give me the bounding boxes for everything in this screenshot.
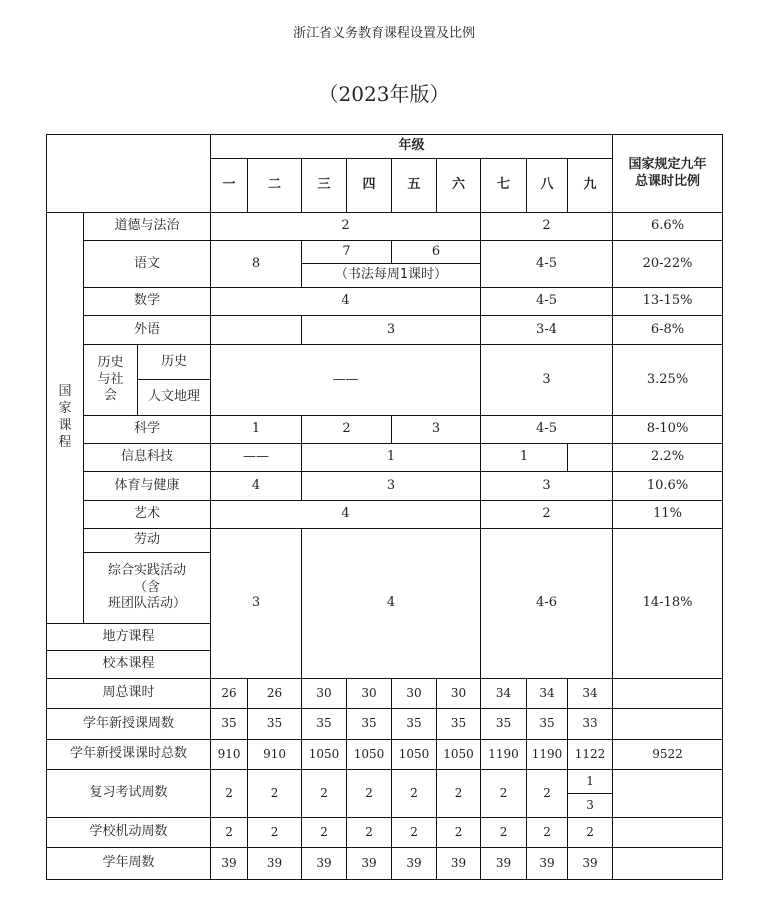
national-label-char: 家	[58, 401, 72, 417]
weekly-ratio	[613, 679, 723, 709]
labor-g7-9: 4-6	[481, 529, 613, 679]
new-weeks-g2: 35	[248, 709, 302, 740]
weekly-g2: 26	[248, 679, 302, 709]
year-g4: 39	[347, 848, 392, 880]
new-weeks-g4: 35	[347, 709, 392, 740]
subject-pe: 体育与健康	[84, 472, 211, 501]
document-subtitle: （2023年版）	[318, 82, 450, 106]
grade-1: 一	[211, 159, 248, 213]
new-weeks-ratio	[613, 709, 723, 740]
flex-g4: 2	[347, 818, 392, 848]
national-label-char: 课	[58, 418, 72, 433]
history-society-line: 历史	[97, 354, 124, 370]
subject-geography: 人文地理	[138, 380, 211, 416]
grade-6: 六	[437, 159, 481, 213]
history-society-line: 会	[103, 388, 117, 404]
foreign-ratio: 6-8%	[613, 316, 723, 345]
moral-g1-6: 2	[211, 213, 481, 241]
grade-5: 五	[392, 159, 437, 213]
math-g7-9: 4-5	[481, 288, 613, 316]
subject-foreign: 外语	[84, 316, 211, 345]
review-g6: 2	[437, 770, 481, 818]
chinese-g1-2: 8	[211, 241, 302, 288]
flex-g6: 2	[437, 818, 481, 848]
subject-it: 信息科技	[84, 444, 211, 472]
practice-line: 班团队活动）	[108, 596, 187, 612]
history-society-g7-9: 3	[481, 345, 613, 416]
subject-labor: 劳动	[84, 529, 211, 553]
science-g5-6: 3	[392, 416, 481, 444]
year-g9: 39	[568, 848, 613, 880]
weekly-g8: 34	[527, 679, 568, 709]
pe-g1-2: 4	[211, 472, 302, 501]
new-total-g3: 1050	[302, 740, 347, 770]
subject-history-society	[84, 345, 138, 416]
new-weeks-g5: 35	[392, 709, 437, 740]
chinese-g3-4: 7	[302, 241, 392, 264]
subject-history: 历史	[138, 345, 211, 380]
national-label-char: 国	[58, 384, 72, 400]
new-weeks-g7: 35	[481, 709, 527, 740]
it-g9	[568, 444, 613, 472]
year-g8: 39	[527, 848, 568, 880]
new-total-sum: 9522	[613, 740, 723, 770]
weekly-g7: 34	[481, 679, 527, 709]
grade-3: 三	[302, 159, 347, 213]
new-total-g1: 910	[211, 740, 248, 770]
stat-new-total-label: 学年新授课课时总数	[47, 740, 211, 770]
weekly-g1: 26	[211, 679, 248, 709]
subject-school: 校本课程	[47, 651, 211, 679]
math-g1-6: 4	[211, 288, 481, 316]
weekly-g6: 30	[437, 679, 481, 709]
flex-g7: 2	[481, 818, 527, 848]
chinese-g5-6: 6	[392, 241, 481, 264]
it-g3-6: 1	[302, 444, 481, 472]
history-society-ratio: 3.25%	[613, 345, 723, 416]
labor-g1-2: 3	[211, 529, 302, 679]
stat-year-label: 学年周数	[47, 848, 211, 880]
flex-g1: 2	[211, 818, 248, 848]
math-ratio: 13-15%	[613, 288, 723, 316]
foreign-g3-6: 3	[302, 316, 481, 345]
it-g1-2: ——	[211, 444, 302, 472]
pe-ratio: 10.6%	[613, 472, 723, 501]
art-ratio: 11%	[613, 501, 723, 529]
new-total-g8: 1190	[527, 740, 568, 770]
moral-g7-9: 2	[481, 213, 613, 241]
subject-moral: 道德与法治	[84, 213, 211, 241]
flex-g3: 2	[302, 818, 347, 848]
practice-line: 综合实践活动	[108, 562, 187, 578]
stat-weekly-label: 周总课时	[47, 679, 211, 709]
grade-header: 年级	[211, 135, 613, 159]
year-g1: 39	[211, 848, 248, 880]
subject-local: 地方课程	[47, 624, 211, 651]
pe-g3-6: 3	[302, 472, 481, 501]
labor-ratio: 14-18%	[613, 529, 723, 679]
stat-new-weeks-label: 学年新授课周数	[47, 709, 211, 740]
history-society-line: 与社	[97, 371, 124, 387]
pe-g7-9: 3	[481, 472, 613, 501]
grade-2: 二	[248, 159, 302, 213]
review-g4: 2	[347, 770, 392, 818]
flex-ratio	[613, 818, 723, 848]
grade-9: 九	[568, 159, 613, 213]
flex-g8: 2	[527, 818, 568, 848]
year-g2: 39	[248, 848, 302, 880]
science-g3-4: 2	[302, 416, 392, 444]
weekly-g3: 30	[302, 679, 347, 709]
it-g7-8: 1	[481, 444, 568, 472]
review-g5: 2	[392, 770, 437, 818]
chinese-ratio: 20-22%	[613, 241, 723, 288]
chinese-calligraphy-note: （书法每周1课时）	[302, 264, 481, 288]
new-weeks-g6: 35	[437, 709, 481, 740]
review-g7: 2	[481, 770, 527, 818]
new-total-g7: 1190	[481, 740, 527, 770]
new-total-g9: 1122	[568, 740, 613, 770]
curriculum-table	[46, 134, 723, 880]
new-total-g4: 1050	[347, 740, 392, 770]
new-weeks-g8: 35	[527, 709, 568, 740]
weekly-g4: 30	[347, 679, 392, 709]
new-weeks-g1: 35	[211, 709, 248, 740]
moral-ratio: 6.6%	[613, 213, 723, 241]
header-corner-cell	[47, 135, 211, 213]
ratio-header-line2: 总课时比例	[635, 173, 701, 189]
subject-practice	[84, 553, 211, 624]
subject-science: 科学	[84, 416, 211, 444]
grade-4: 四	[347, 159, 392, 213]
national-label-char: 程	[58, 434, 72, 450]
practice-line: （含	[134, 579, 161, 595]
year-g3: 39	[302, 848, 347, 880]
it-ratio: 2.2%	[613, 444, 723, 472]
chinese-g7-9: 4-5	[481, 241, 613, 288]
new-total-g6: 1050	[437, 740, 481, 770]
science-ratio: 8-10%	[613, 416, 723, 444]
history-society-g1-6: ——	[211, 345, 481, 416]
year-g5: 39	[392, 848, 437, 880]
flex-g5: 2	[392, 818, 437, 848]
stat-review-label: 复习考试周数	[47, 770, 211, 818]
ratio-header	[613, 135, 723, 213]
new-total-g2: 910	[248, 740, 302, 770]
review-g3: 2	[302, 770, 347, 818]
grade-7: 七	[481, 159, 527, 213]
ratio-header-line1: 国家规定九年	[628, 156, 707, 172]
art-g1-6: 4	[211, 501, 481, 529]
year-g6: 39	[437, 848, 481, 880]
flex-g2: 2	[248, 818, 302, 848]
foreign-g7-9: 3-4	[481, 316, 613, 345]
year-g7: 39	[481, 848, 527, 880]
review-ratio	[613, 770, 723, 818]
review-g9-bottom: 3	[568, 794, 613, 818]
weekly-g9: 34	[568, 679, 613, 709]
subject-math: 数学	[84, 288, 211, 316]
grade-8: 八	[527, 159, 568, 213]
review-g2: 2	[248, 770, 302, 818]
subject-chinese: 语文	[84, 241, 211, 288]
science-g1-2: 1	[211, 416, 302, 444]
new-total-g5: 1050	[392, 740, 437, 770]
new-weeks-g3: 35	[302, 709, 347, 740]
weekly-g5: 30	[392, 679, 437, 709]
flex-g9: 2	[568, 818, 613, 848]
art-g7-9: 2	[481, 501, 613, 529]
foreign-g1-2	[211, 316, 302, 345]
review-g1: 2	[211, 770, 248, 818]
year-ratio	[613, 848, 723, 880]
science-g7-9: 4-5	[481, 416, 613, 444]
review-g9-top: 1	[568, 770, 613, 794]
stat-flex-label: 学校机动周数	[47, 818, 211, 848]
labor-g3-6: 4	[302, 529, 481, 679]
new-weeks-g9: 33	[568, 709, 613, 740]
national-curriculum-label	[47, 213, 84, 624]
document-title: 浙江省义务教育课程设置及比例	[292, 26, 475, 41]
review-g8: 2	[527, 770, 568, 818]
subject-art: 艺术	[84, 501, 211, 529]
